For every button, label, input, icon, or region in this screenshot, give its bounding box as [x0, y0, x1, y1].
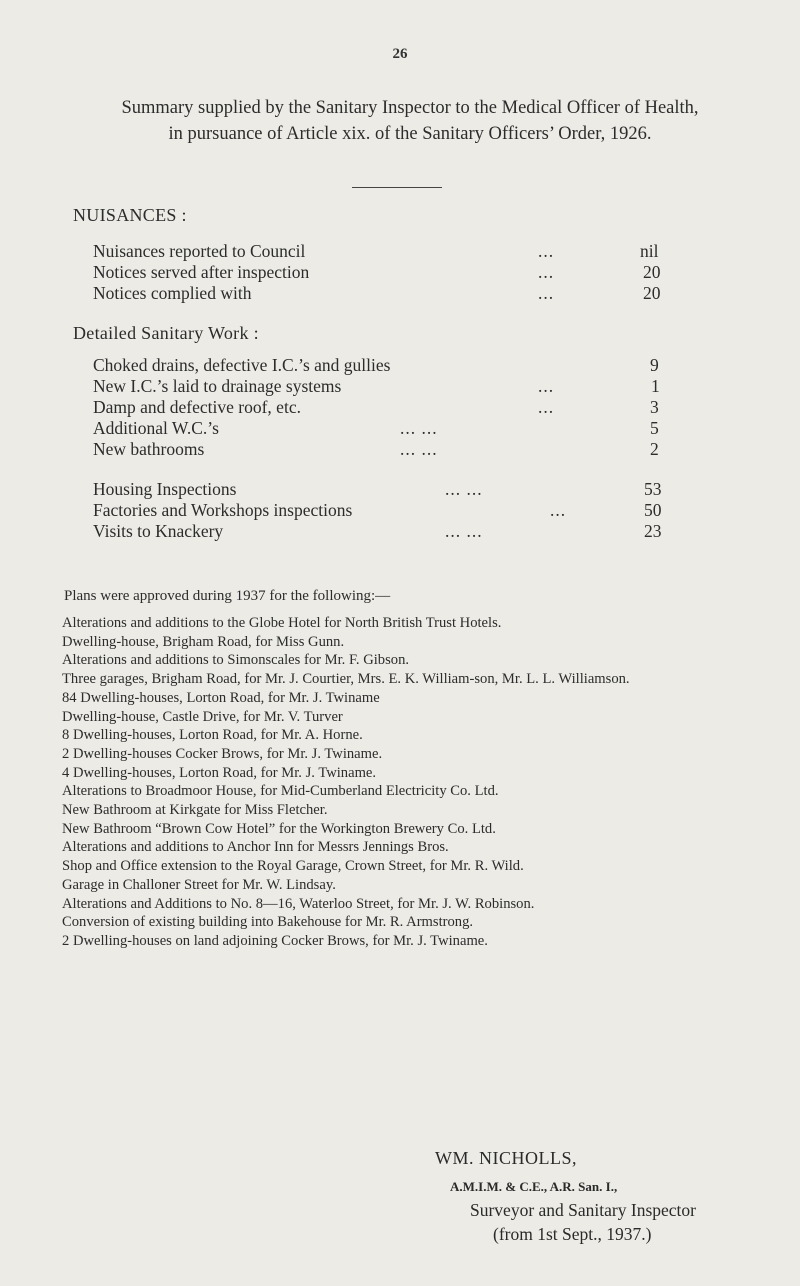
- row-label: Nuisances reported to Council: [93, 241, 306, 261]
- signatory-date: (from 1st Sept., 1937.): [493, 1224, 652, 1244]
- leader-dots: ...: [538, 241, 555, 261]
- plan-item: 4 Dwelling-houses, Lorton Road, for Mr. J. Twiname.: [62, 764, 377, 781]
- plan-item: Three garages, Brigham Road, for Mr. J. Courtier, Mrs. E. K. William-son, Mr. L. L. Williamson.: [62, 671, 630, 688]
- row-label: New bathrooms: [93, 439, 205, 459]
- row-value: 53: [644, 479, 662, 499]
- row-label: Visits to Knackery: [93, 521, 224, 541]
- plan-item: Alterations and additions to the Globe Hotel for North British Trust Hotels.: [62, 615, 502, 631]
- plan-item: 84 Dwelling-houses, Lorton Road, for Mr. J. Twiname: [62, 689, 380, 706]
- plan-item: Dwelling-house, Brigham Road, for Miss Gunn.: [62, 633, 345, 650]
- leader-dots: ...: [538, 283, 555, 303]
- row-value: 9: [650, 355, 659, 375]
- sanitary-work-row: [0, 418, 800, 440]
- row-value: 5: [650, 418, 659, 438]
- row-label: Additional W.C.’s: [93, 418, 219, 438]
- plan-item: New Bathroom “Brown Cow Hotel” for the Workington Brewery Co. Ltd.: [62, 820, 496, 837]
- signatory-title: Surveyor and Sanitary Inspector: [470, 1200, 696, 1220]
- divider-rule: [352, 187, 442, 188]
- row-label: Notices served after inspection: [93, 262, 310, 282]
- leader-dots: ... ...: [445, 521, 483, 541]
- report-heading: Summary supplied by the Sanitary Inspector to the Medical Officer of Health, in pursuance of Article xix. of the Sanitary Officers’ Order, 1926.: [121, 98, 699, 144]
- nuisances-row: [0, 262, 800, 284]
- row-value: 3: [650, 397, 659, 417]
- leader-dots: ...: [538, 262, 555, 282]
- row-value: 50: [644, 500, 662, 520]
- leader-dots: ...: [550, 500, 567, 520]
- row-label: New I.C.’s laid to drainage systems: [93, 376, 342, 396]
- row-value: 1: [651, 376, 660, 396]
- plan-item: 2 Dwelling-houses on land adjoining Cocker Brows, for Mr. J. Twiname.: [62, 932, 488, 949]
- plan-item: Conversion of existing building into Bakehouse for Mr. R. Armstrong.: [62, 914, 474, 931]
- row-value: 20: [643, 262, 661, 282]
- leader-dots: ... ...: [400, 439, 438, 459]
- row-label: Damp and defective roof, etc.: [93, 397, 301, 417]
- nuisances-row: [0, 283, 800, 305]
- inspection-row: [0, 521, 800, 543]
- row-label: Factories and Workshops inspections: [93, 500, 353, 520]
- row-label: Housing Inspections: [93, 479, 237, 499]
- plan-item: Alterations and additions to Anchor Inn for Messrs Jennings Bros.: [62, 839, 449, 856]
- plan-item: Garage in Challoner Street for Mr. W. Lindsay.: [62, 876, 336, 893]
- leader-dots: ...: [538, 397, 555, 417]
- signatory-name: WM. NICHOLLS,: [435, 1148, 577, 1168]
- nuisances-row: [0, 241, 800, 263]
- sanitary-work-row: [0, 355, 800, 377]
- signatory-qualifications: A.M.I.M. & C.E., A.R. San. I.,: [450, 1179, 618, 1194]
- inspection-row: [0, 500, 800, 522]
- plans-list: [62, 614, 762, 951]
- plans-title: Plans were approved during 1937 for the following:—: [64, 588, 391, 604]
- nuisances-title: NUISANCES :: [73, 205, 187, 225]
- plan-item: Dwelling-house, Castle Drive, for Mr. V. Turver: [62, 708, 343, 725]
- sanitary-work-row: [0, 439, 800, 461]
- row-label: Choked drains, defective I.C.’s and gullies: [93, 355, 391, 375]
- row-value: nil: [640, 241, 659, 261]
- leader-dots: ... ...: [445, 479, 483, 499]
- leader-dots: ...: [538, 376, 555, 396]
- plan-item: Alterations and additions to Simonscales for Mr. F. Gibson.: [62, 652, 410, 669]
- plan-item: 2 Dwelling-houses Cocker Brows, for Mr. J. Twiname.: [62, 745, 383, 762]
- plan-item: 8 Dwelling-houses, Lorton Road, for Mr. A. Horne.: [62, 727, 363, 744]
- inspection-row: [0, 479, 800, 501]
- sanitary-work-row: [0, 397, 800, 419]
- plan-item: Alterations to Broadmoor House, for Mid-Cumberland Electricity Co. Ltd.: [62, 783, 499, 800]
- plan-item: Shop and Office extension to the Royal Garage, Crown Street, for Mr. R. Wild.: [62, 858, 524, 875]
- row-value: 2: [650, 439, 659, 459]
- row-value: 23: [644, 521, 662, 541]
- sanitary-work-title: Detailed Sanitary Work :: [73, 323, 259, 343]
- row-label: Notices complied with: [93, 283, 252, 303]
- plan-item: New Bathroom at Kirkgate for Miss Fletcher.: [62, 802, 328, 819]
- plan-item: Alterations and Additions to No. 8—16, Waterloo Street, for Mr. J. W. Robinson.: [62, 895, 535, 912]
- leader-dots: ... ...: [400, 418, 438, 438]
- row-value: 20: [643, 283, 661, 303]
- sanitary-work-row: [0, 376, 800, 398]
- page-number: 26: [392, 46, 408, 62]
